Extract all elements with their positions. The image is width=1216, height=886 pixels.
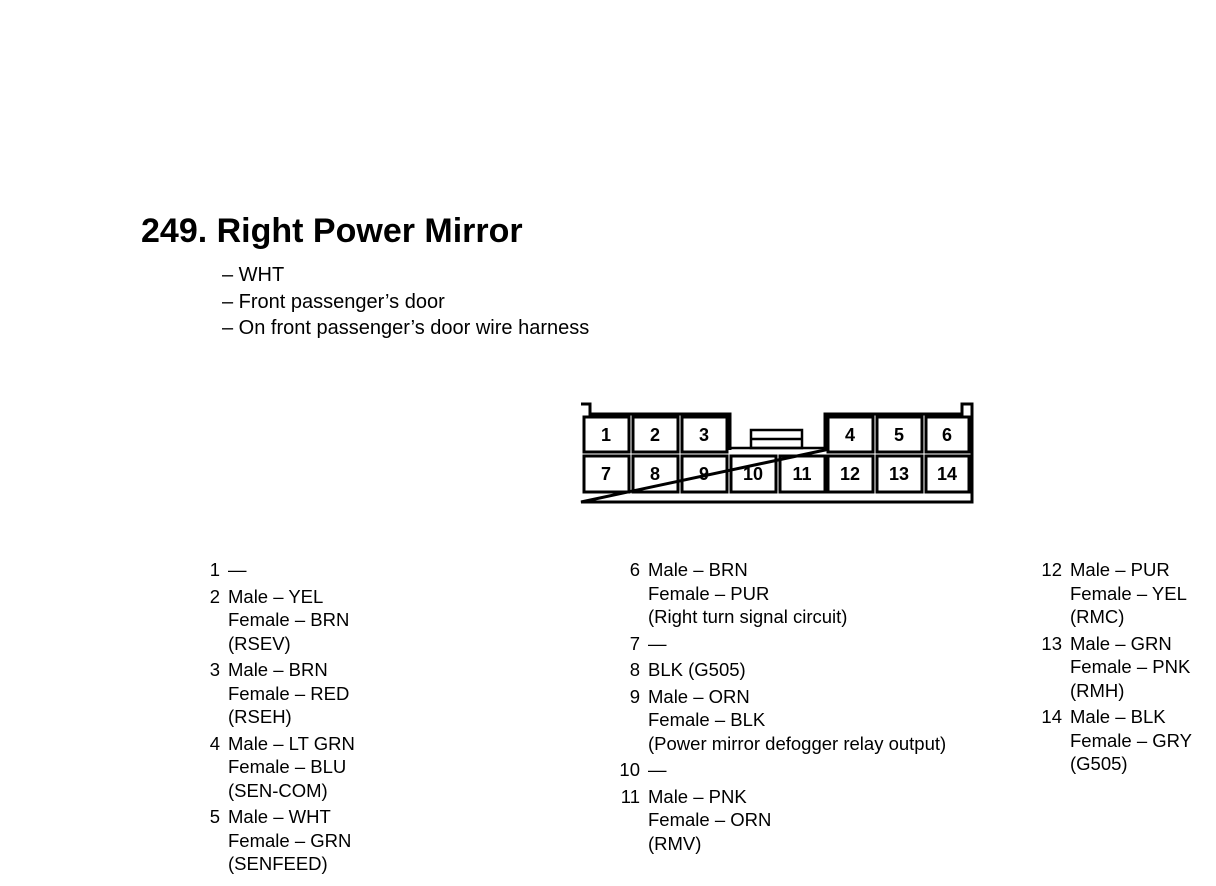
pin-text: Male – PUR xyxy=(1070,559,1170,580)
pin-label: 4 xyxy=(844,425,856,445)
pin-label: 10 xyxy=(742,464,764,484)
pin-entry xyxy=(194,732,355,803)
pin-text: Female – ORN xyxy=(648,809,772,830)
pin-number: 13 xyxy=(1041,632,1062,654)
pin-text: (G505) xyxy=(1070,753,1128,774)
pin-number: 2 xyxy=(209,585,220,607)
pin-text: (RSEV) xyxy=(228,632,291,654)
description-harness: – On front passenger’s door wire harness xyxy=(222,317,590,339)
pin-text: Female – PNK xyxy=(1070,656,1191,677)
pin-entry xyxy=(614,785,946,856)
pin-text: Male – BRN xyxy=(228,659,328,680)
pin-text: Male – YEL xyxy=(228,585,324,607)
pin-label: 2 xyxy=(649,425,661,445)
pin-text: Female – BLK xyxy=(648,709,766,730)
pin-text: (SENFEED) xyxy=(228,853,328,874)
pin-text: — xyxy=(648,759,667,780)
pin-number: 9 xyxy=(629,685,640,707)
pin-text: Male – LT GRN xyxy=(228,732,355,754)
pin-entry xyxy=(614,632,946,656)
pin-number: 6 xyxy=(629,559,640,580)
pin-list-column-1 xyxy=(194,558,355,879)
pin-label: 3 xyxy=(698,425,710,445)
pin-label: 7 xyxy=(600,464,612,484)
page-title: 249. Right Power Mirror xyxy=(141,212,523,250)
pin-entry xyxy=(1036,705,1192,776)
pin-text: (RMV) xyxy=(648,832,702,854)
pin-number: 3 xyxy=(209,659,220,680)
pin-text: Male – WHT xyxy=(228,806,331,827)
pin-text: Female – YEL xyxy=(1070,582,1187,604)
pin-number: 10 xyxy=(619,759,640,780)
pin-text: Male – BRN xyxy=(648,559,748,580)
pin-entry xyxy=(194,658,355,729)
pin-entry xyxy=(614,558,946,629)
pin-label: 6 xyxy=(941,425,953,445)
pin-entry xyxy=(194,805,355,876)
pin-list-column-2 xyxy=(614,558,946,858)
pin-text: BLK (G505) xyxy=(648,659,746,680)
pin-label: 14 xyxy=(936,464,958,484)
pin-text: Female – RED xyxy=(228,682,350,704)
connector-description xyxy=(222,262,589,342)
pin-entry xyxy=(614,758,946,782)
pin-number: 7 xyxy=(629,632,640,654)
pin-label: 8 xyxy=(649,464,661,484)
pin-label: 11 xyxy=(792,464,812,484)
pin-number: 8 xyxy=(629,659,640,680)
pin-entry xyxy=(1036,632,1192,703)
pin-label: 12 xyxy=(839,464,861,484)
pin-label: 1 xyxy=(600,425,612,445)
pin-number: 1 xyxy=(209,559,220,580)
pin-number: 14 xyxy=(1041,706,1062,727)
pin-number: 12 xyxy=(1041,559,1062,580)
pin-text: (Power mirror defogger relay output) xyxy=(648,732,947,754)
pin-text: — xyxy=(648,632,667,654)
pin-label: 5 xyxy=(893,425,905,445)
pin-number: 4 xyxy=(209,732,220,754)
pin-entry xyxy=(194,585,355,656)
pin-text: (SEN-COM) xyxy=(228,779,328,801)
description-location: – Front passenger’s door xyxy=(222,290,445,313)
pin-text: Male – GRN xyxy=(1070,632,1172,654)
pin-number: 11 xyxy=(620,785,640,807)
pin-text: — xyxy=(228,559,247,580)
pin-text: Female – BRN xyxy=(228,609,350,630)
pin-text: Female – PUR xyxy=(648,582,770,604)
pin-label: 13 xyxy=(888,464,910,484)
connector-diagram xyxy=(578,400,978,508)
pin-entry xyxy=(614,658,946,682)
pin-text: Female – GRN xyxy=(228,829,352,851)
pin-text: (RMC) xyxy=(1070,606,1125,627)
pin-text: Female – GRY xyxy=(1070,729,1193,751)
pin-text: (RSEH) xyxy=(228,706,292,727)
pin-text: (Right turn signal circuit) xyxy=(648,606,848,627)
pin-label: 9 xyxy=(698,464,710,484)
pin-text: Male – BLK xyxy=(1070,706,1166,727)
pin-entry xyxy=(614,685,946,756)
pin-entry xyxy=(1036,558,1192,629)
pin-entry xyxy=(194,558,355,582)
pin-text: Male – PNK xyxy=(648,785,747,807)
pin-number: 5 xyxy=(209,806,220,827)
pin-text: Male – ORN xyxy=(648,685,750,707)
pin-list-column-3 xyxy=(1036,558,1192,779)
pin-text: Female – BLU xyxy=(228,756,347,777)
description-color: – WHT xyxy=(222,264,285,286)
pin-text: (RMH) xyxy=(1070,679,1125,701)
